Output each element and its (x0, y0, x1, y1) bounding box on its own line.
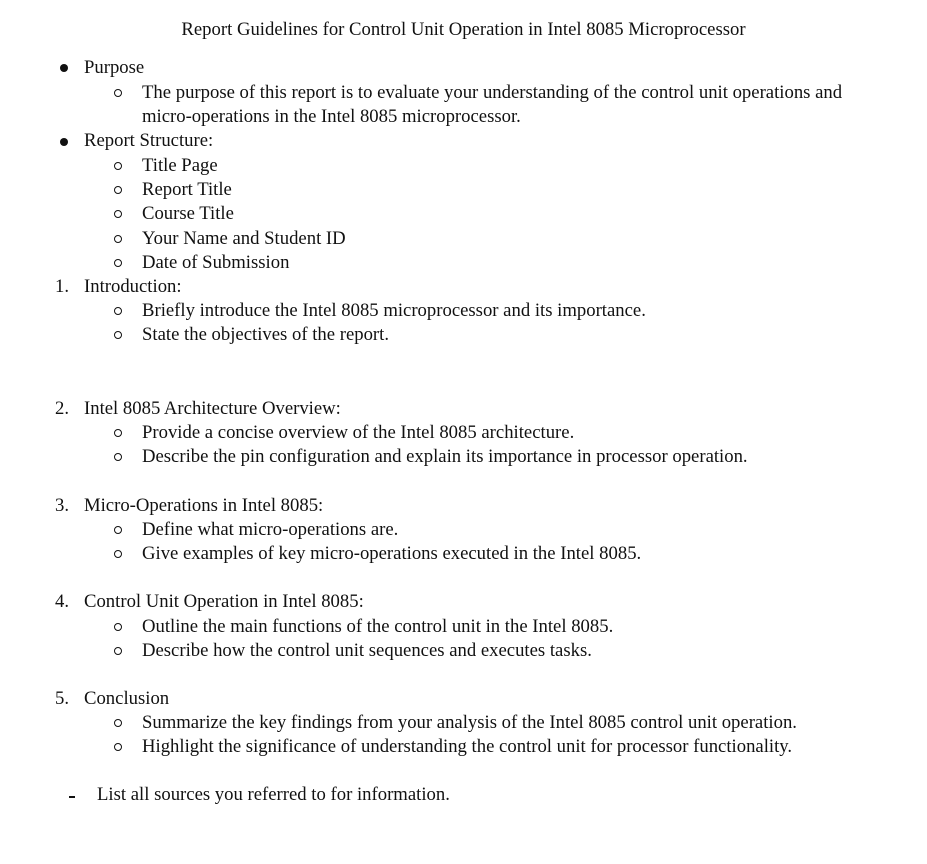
sub-bullet-icon (114, 526, 122, 534)
sub-bullet-icon (114, 307, 122, 315)
sub-bullet-icon (114, 210, 122, 218)
section-heading: Introduction: (84, 276, 182, 297)
section-item: State the objectives of the report. (142, 324, 390, 345)
sub-bullet-icon (114, 453, 122, 461)
bullet-icon (60, 138, 68, 146)
section-heading: Intel 8085 Architecture Overview: (84, 398, 341, 419)
dash-icon (69, 796, 75, 798)
section-item: Outline the main functions of the control unit in the Intel 8085. (142, 616, 614, 637)
section-item: Highlight the significance of understanding the control unit for processor functionality. (142, 736, 793, 757)
sub-bullet-icon (114, 429, 122, 437)
purpose-text-line-1: The purpose of this report is to evaluate your understanding of the control unit operations and (142, 82, 843, 103)
structure-item: Your Name and Student ID (142, 228, 346, 249)
document-title: Report Guidelines for Control Unit Operation in Intel 8085 Microprocessor (181, 19, 746, 40)
sub-bullet-icon (114, 743, 122, 751)
section-heading: Control Unit Operation in Intel 8085: (84, 591, 364, 612)
sub-bullet-icon (114, 550, 122, 558)
bullet-icon (60, 64, 68, 72)
sub-bullet-icon (114, 331, 122, 339)
section-item: Briefly introduce the Intel 8085 microprocessor and its importance. (142, 300, 646, 321)
section-number: 1. (55, 276, 70, 297)
structure-item: Course Title (142, 203, 234, 224)
sub-bullet-icon (114, 259, 122, 267)
references-note: List all sources you referred to for information. (97, 784, 450, 805)
section-item: Provide a concise overview of the Intel 8085 architecture. (142, 422, 575, 443)
section-heading: Conclusion (84, 688, 170, 709)
purpose-heading: Purpose (84, 57, 145, 78)
sub-bullet-icon (114, 647, 122, 655)
section-item: Give examples of key micro-operations executed in the Intel 8085. (142, 543, 642, 564)
section-item: Summarize the key findings from your analysis of the Intel 8085 control unit operation. (142, 712, 797, 733)
sub-bullet-icon (114, 162, 122, 170)
section-number: 3. (55, 495, 70, 516)
section-number: 2. (55, 398, 70, 419)
purpose-text-line-2: micro-operations in the Intel 8085 microprocessor. (142, 106, 521, 127)
sub-bullet-icon (114, 89, 122, 97)
section-item: Describe how the control unit sequences and executes tasks. (142, 640, 592, 661)
sub-bullet-icon (114, 719, 122, 727)
section-number: 5. (55, 688, 70, 709)
structure-item: Date of Submission (142, 252, 290, 273)
sub-bullet-icon (114, 186, 122, 194)
structure-item: Report Title (142, 179, 232, 200)
sub-bullet-icon (114, 623, 122, 631)
section-item: Define what micro-operations are. (142, 519, 399, 540)
structure-heading: Report Structure: (84, 130, 214, 151)
section-heading: Micro-Operations in Intel 8085: (84, 495, 324, 516)
section-number: 4. (55, 591, 70, 612)
structure-item: Title Page (142, 155, 218, 176)
sub-bullet-icon (114, 235, 122, 243)
section-item: Describe the pin configuration and explain its importance in processor operation. (142, 446, 748, 467)
